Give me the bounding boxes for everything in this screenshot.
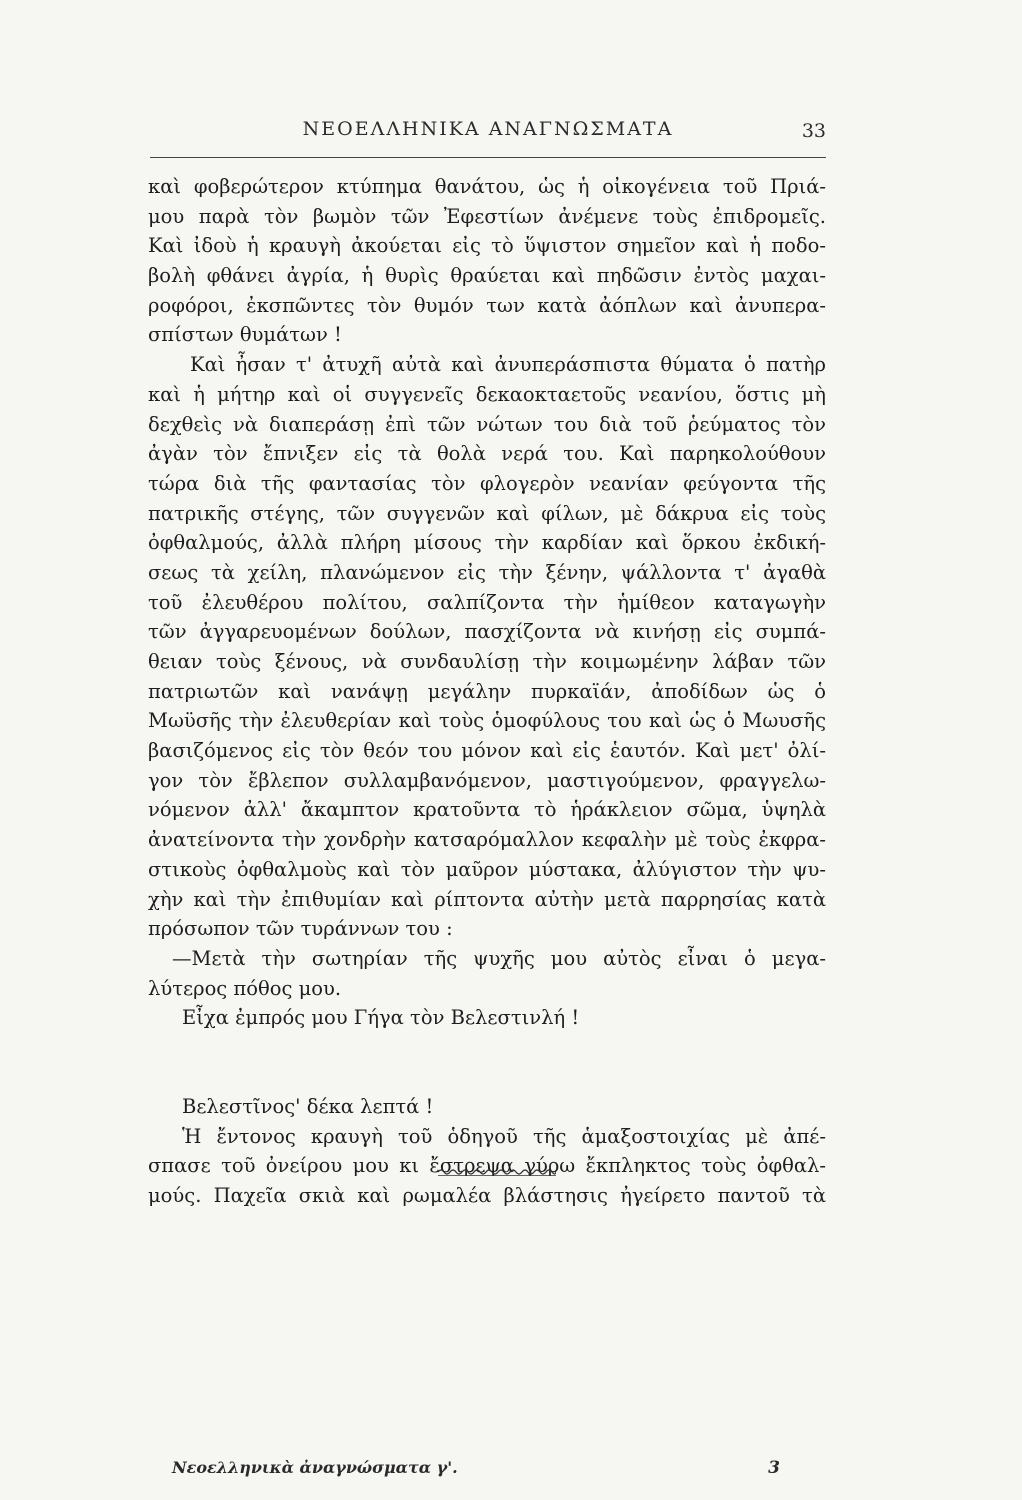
text-line: χὴν καὶ τὴν ἐπιθυμίαν καὶ ρίπτοντα αὐτὴν μετὰ παρρησίας κατὰ: [148, 887, 826, 911]
text-line: μούς. Παχεῖα σκιὰ καὶ ρωμαλέα βλάστησις ἠγείρετο παντοῦ τὰ: [148, 1184, 826, 1207]
section-gap: [148, 1033, 826, 1092]
text-line: πατριωτῶν καὶ νανάψῃ μεγάλην πυρκαϊάν, ἀποδίδων ὡς ὁ: [148, 679, 826, 703]
text-line: Μωϋσῆς τὴν ἐλευθερίαν καὶ τοὺς ὁμοφύλους του καὶ ὡς ὁ Μωυσῆς: [148, 709, 826, 733]
text-line: δεχθεὶς νὰ διαπεράσῃ ἐπὶ τῶν νώτων του διὰ τοῦ ῥεύματος τὸν: [148, 412, 826, 436]
wavy-rule-icon: [438, 1167, 556, 1177]
text-line: στικοὺς ὀφθαλμοὺς καὶ τὸν μαῦρον μύστακα, ἀλύγιστον τὴν ψυ-: [148, 857, 826, 881]
text-line: πατρικῆς στέγης, τῶν συγγενῶν καὶ φίλων, μὲ δάκρυα εἰς τοὺς: [148, 501, 826, 525]
page-header: [150, 112, 826, 152]
text-line: θειαν τοὺς ξένους, νὰ συνδαυλίσῃ τὴν κοιμωμένην λάβαν τῶν: [148, 650, 826, 673]
body-text: [148, 172, 826, 1211]
text-line: λύτερος πόθος μου.: [148, 976, 342, 1000]
text-line: σεως τὰ χείλη, πλανώμενον εἰς τὴν ξένην, ψάλλοντα τ' ἀγαθὰ: [148, 560, 826, 584]
text-line: Καὶ ἰδοὺ ἡ κραυγὴ ἀκούεται εἰς τὸ ὕψιστον σημεῖον καὶ ἡ ποδο-: [148, 234, 826, 258]
header-rule: [150, 157, 826, 158]
text-line: ἀνατείνοντα τὴν χονδρὴν κατσαρόμαλλον κεφαλὴν μὲ τοὺς ἐκφρα-: [148, 828, 826, 852]
running-title: ΝΕΟΕΛΛΗΝΙΚΑ ΑΝΑΓΝΩΣΜΑΤΑ: [302, 118, 674, 140]
text-line: τῶν ἀγγαρευομένων δούλων, πασχίζοντα νὰ κινήσῃ εἰς συμπά-: [148, 620, 826, 644]
text-line: βασιζόμενος εἰς τὸν θεόν του μόνον καὶ εἰς ἑαυτόν. Καὶ μετ' ὀλί-: [148, 739, 826, 763]
text-line: Καὶ ἦσαν τ' ἀτυχῆ αὐτὰ καὶ ἀνυπεράσπιστα θύματα ὁ πατὴρ: [190, 353, 826, 377]
signature-mark: 3: [768, 1458, 780, 1478]
text-line: μου παρὰ τὸν βωμὸν τῶν Ἐφεστίων ἀνέμενε τοὺς ἐπιδρομεῖς.: [148, 204, 826, 228]
text-line: σπασε τοῦ ὀνείρου μου κι ἔστρεψα γύρω ἔκπληκτος τοὺς ὀφθαλ-: [148, 1154, 826, 1178]
text-line: —Μετὰ τὴν σωτηρίαν τῆς ψυχῆς μου αὐτὸς εἶναι ὁ μεγα-: [172, 946, 826, 970]
text-line: καὶ φοβερώτερον κτύπημα θανάτου, ὡς ἡ οἰκογένεια τοῦ Πριά-: [148, 175, 826, 198]
text-line: τώρα διὰ τῆς φαντασίας τὸν φλογερὸν νεανίαν φεύγοντα τῆς: [148, 471, 826, 495]
text-line: βολὴ φθάνει ἀγρία, ἡ θυρὶς θραύεται καὶ πηδῶσιν ἐντὸς μαχαι-: [148, 264, 826, 288]
page-number: 33: [801, 120, 826, 142]
page-footer: [172, 1458, 780, 1488]
text-line: Ἡ ἔντονος κραυγὴ τοῦ ὁδηγοῦ τῆς ἁμαξοστοιχίας μὲ ἀπέ-: [182, 1124, 826, 1148]
text-line: Εἶχα ἐμπρός μου Γήγα τὸν Βελεστινλή !: [182, 1006, 580, 1030]
footer-book-title: Νεοελληνικὰ ἀναγνώσματα γ'.: [172, 1458, 458, 1477]
text-line: σπίστων θυμάτων !: [148, 323, 342, 347]
text-line: γον τὸν ἔβλεπον συλλαμβανόμενον, μαστιγούμενον, φραγγελω-: [148, 768, 826, 792]
text-line: ροφόροι, ἐκσπῶντες τὸν θυμόν των κατὰ ἀόπλων καὶ ἀνυπερα-: [148, 293, 826, 317]
section-separator: [438, 1167, 556, 1177]
text-line: Βελεστῖνος' δέκα λεπτά !: [182, 1094, 434, 1118]
text-line: ὀφθαλμούς, ἀλλὰ πλήρη μίσους τὴν καρδίαν καὶ ὅρκου ἐκδική-: [148, 531, 826, 555]
text-line: πρόσωπον τῶν τυράννων του :: [148, 917, 453, 941]
text-line: τοῦ ἐλευθέρου πολίτου, σαλπίζοντα τὴν ἡμίθεον καταγωγὴν: [148, 590, 826, 614]
text-line: καὶ ἡ μήτηρ καὶ οἱ συγγενεῖς δεκαοκταετοῦς νεανίου, ὅστις μὴ: [148, 382, 826, 406]
text-line: νόμενον ἀλλ' ἄκαμπτον κρατοῦντα τὸ ἡράκλειον σῶμα, ὑψηλὰ: [148, 798, 826, 822]
text-line: ἀγὰν τὸν ἔπνιξεν εἰς τὰ θολὰ νερά του. Καὶ παρηκολούθουν: [148, 442, 826, 466]
